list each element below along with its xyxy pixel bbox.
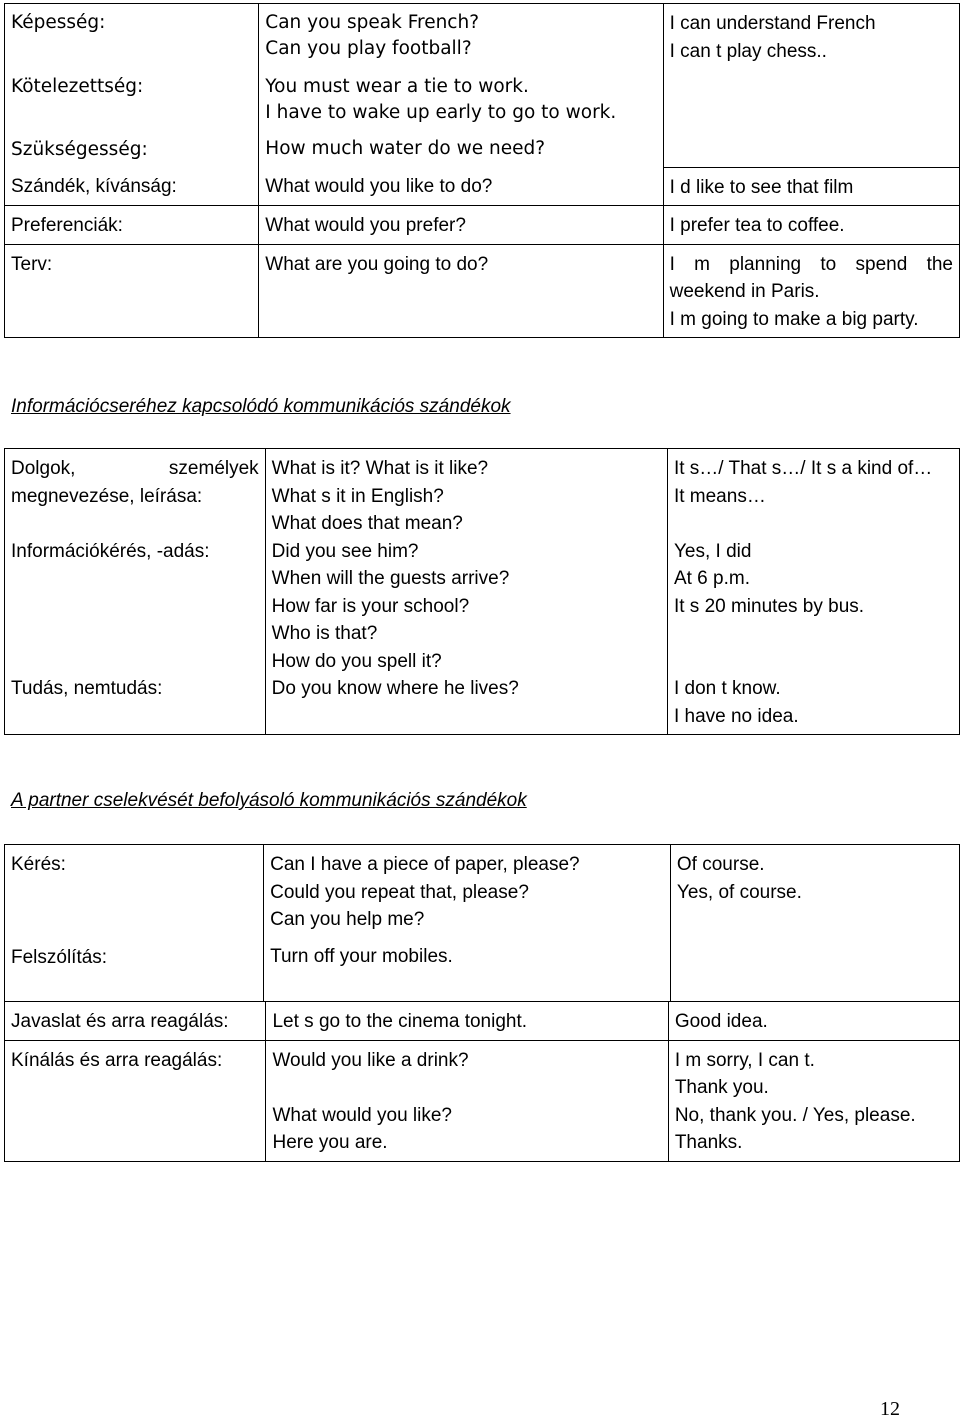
label-cell [5,206,259,245]
row-label: Kötelezettség: [11,76,144,97]
response-text: I m sorry, I can t. [674,1049,815,1071]
row-label: Információkérés, -adás: [11,540,210,562]
row-label: Szándék, kívánság: [11,176,177,197]
table-row [5,845,960,1002]
examples-cell [266,1040,668,1161]
example-text: What would you prefer? [265,215,466,236]
response-text: I can t play chess.. [669,40,827,62]
example-text: What s it in English? [271,485,444,507]
example-text: Here you are. [272,1132,388,1153]
example-text: Let s go to the cinema tonight. [272,1011,528,1032]
responses-cell [663,244,959,338]
influence-table [4,844,960,1002]
table-row [5,1040,960,1161]
response-text: weekend in Paris. [669,281,820,302]
row-label [11,455,259,483]
example-text: I have to wake up early to go to work. [265,102,617,123]
table-row [5,244,960,338]
example-text: Can I have a piece of paper, please? [270,854,580,875]
response-text: At 6 p.m. [673,568,750,589]
label-cell [5,1040,266,1161]
example-text: Do you know where he lives? [271,678,519,699]
response-text: No, thank you. / Yes, please. [674,1104,916,1126]
example-text: Turn off your mobiles. [270,945,453,967]
table-row [5,1002,960,1041]
row-label: megnevezése, leírása: [11,485,203,507]
response-text: It means… [673,485,766,507]
label-cell [5,1002,266,1041]
example-text: Can you help me? [270,909,425,930]
response-text: Thank you. [674,1077,769,1098]
responses-cell [667,449,959,735]
response-text: It s 20 minutes by bus. [673,595,865,617]
row-label: Javaslat és arra reagálás: [11,1011,229,1032]
table-row [5,167,960,206]
section-heading: A partner cselekvését befolyásoló kommunikációs szándékok [11,790,527,811]
response-text: Good idea. [674,1011,768,1032]
examples-cell [264,845,671,1002]
row-label: Felszólítás: [11,946,108,968]
row-label: Kérés: [11,854,66,875]
response-text: I m going to make a big party. [669,308,919,330]
responses-cell [668,1002,959,1041]
example-text: You must wear a tie to work. [265,76,529,97]
label-cell [5,4,259,168]
label-cell [5,167,259,206]
row-label: Szükségesség: [11,139,148,160]
response-text: I don t know. [673,678,781,699]
responses-cell [663,206,959,245]
row-label: Képesség: [11,12,106,33]
label-cell [5,244,259,338]
example-text: When will the guests arrive? [271,568,510,589]
example-text: Did you see him? [271,540,419,562]
label-cell [5,449,266,735]
label-cell [5,845,264,1002]
example-text: Who is that? [271,623,378,644]
example-text: How do you spell it? [271,650,442,672]
responses-cell [663,167,959,206]
response-text: Of course. [676,854,765,875]
table-row [5,206,960,245]
responses-cell [670,845,959,1002]
example-text: Can you play football? [265,38,472,59]
example-text: What does that mean? [271,513,463,534]
row-label: Tudás, nemtudás: [11,678,163,699]
example-text: What is it? What is it like? [271,458,489,479]
response-text: Yes, of course. [676,881,802,903]
response-text: I can understand French [669,13,876,34]
response-text: I prefer tea to coffee. [669,215,845,236]
response-text: I d like to see that film [669,176,854,198]
example-text: What are you going to do? [265,253,489,275]
suggestion-offer-table [4,1001,960,1162]
label-word: személyek [168,458,259,479]
example-text: Would you like a drink? [272,1049,469,1071]
example-text: How far is your school? [271,595,470,617]
row-label: Preferenciák: [11,215,123,236]
label-word: Dolgok, [11,458,76,479]
examples-cell [266,1002,668,1041]
table-row [5,449,960,735]
examples-cell [259,206,663,245]
responses-cell [663,4,959,168]
example-text: What would you like? [272,1104,453,1126]
section-heading: Információcseréhez kapcsolódó kommunikációs szándékok [11,396,511,417]
table-row [5,4,960,168]
page-number: 12 [880,1398,900,1420]
response-text: Yes, I did [673,540,752,562]
examples-cell [259,244,663,338]
response-text: Thanks. [674,1132,743,1153]
response-text: It s…/ That s…/ It s a kind of… [673,458,933,479]
row-label: Terv: [11,253,53,275]
responses-cell [668,1040,959,1161]
information-exchange-table [4,448,960,735]
example-text: What would you like to do? [265,176,493,197]
example-text: How much water do we need? [265,138,546,159]
examples-cell [265,449,667,735]
examples-cell [259,167,663,206]
example-text: Can you speak French? [265,12,480,33]
example-text: Could you repeat that, please? [270,881,529,903]
response-text: I m planning to spend the [669,253,953,275]
row-label: Kínálás és arra reagálás: [11,1049,223,1071]
response-text: I have no idea. [673,705,799,727]
ability-obligation-table [4,3,960,338]
examples-cell [259,4,663,168]
